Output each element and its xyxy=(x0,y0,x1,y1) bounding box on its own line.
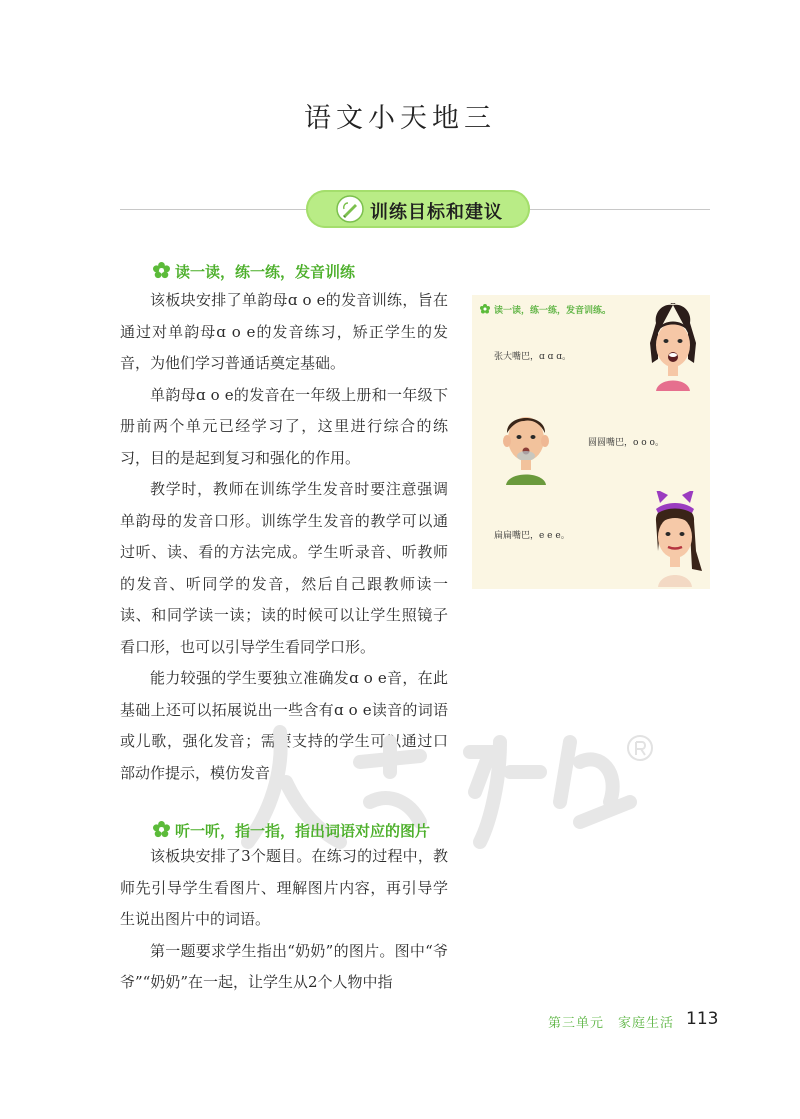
figure-heading xyxy=(480,303,611,316)
section-body-listening xyxy=(120,841,448,999)
section-banner xyxy=(306,190,530,228)
flower-bullet-icon xyxy=(153,821,170,838)
footer-chapter-label: 第三单元 家庭生活 xyxy=(548,1016,675,1031)
divider-left xyxy=(120,209,310,210)
girl-flat-mouth-illustration xyxy=(642,491,708,587)
paragraph: 单韵母ɑ o e的发音在一年级上册和一年级下册前两个单元已经学习了，这里进行综合的练习，目的是起到复习和强化的作用。 xyxy=(120,385,448,467)
section-heading-pronunciation xyxy=(155,261,355,282)
flower-bullet-icon xyxy=(480,304,490,314)
textbook-illustration xyxy=(472,295,710,589)
paragraph: 该板块安排了3个题目。在练习的过程中，教师先引导学生看图片、理解图片内容，再引导学生说出图片中的词语。 xyxy=(120,847,448,928)
section-heading-label: 听一听，指一指，指出词语对应的图片 xyxy=(175,822,431,840)
page-number: 113 xyxy=(686,1009,719,1029)
paragraph: 能力较强的学生要独立准确发ɑ o e音，在此基础上还可以拓展说出一些含有ɑ o e读音的词语或儿歌，强化发音；需要支持的学生可以通过口部动作提示，模仿发音。 xyxy=(120,669,448,782)
paragraph: 该板块安排了单韵母ɑ o e的发音训练，旨在通过对单韵母ɑ o e的发音练习，矫正学生的发音，为他们学习普通话奠定基础。 xyxy=(120,291,448,372)
section-heading-label: 读一读，练一练，发音训练 xyxy=(175,263,356,281)
paragraph: 第一题要求学生指出“奶奶”的图片。图中“爷爷”“奶奶”在一起，让学生从2个人物中指 xyxy=(120,941,448,991)
boy-round-mouth-illustration xyxy=(494,399,558,485)
section-heading-listening xyxy=(155,820,430,841)
banner-label: 训练目标和建议 xyxy=(370,202,503,223)
caption-open-mouth: 张大嘴巴，ɑ ɑ ɑ。 xyxy=(494,352,572,362)
girl-open-mouth-illustration xyxy=(642,303,704,393)
page-title: 语文小天地三 xyxy=(304,103,496,134)
paragraph: 教学时，教师在训练学生发音时要注意强调单韵母的发音口形。训练学生发音的教学可以通过听、读、看的方法完成。学生听录音、听教师的发音、听同学的发音，然后自己跟教师读一读、和同学读一读；读的时候可以让学生照镜子看口形，也可以引导学生看同学口形。 xyxy=(120,480,448,656)
figure-heading-label: 读一读，练一练，发音训练。 xyxy=(494,306,612,316)
caption-flat-mouth: 扁扁嘴巴，e e e。 xyxy=(494,531,570,541)
caption-round-mouth: 圆圆嘴巴，o o o。 xyxy=(588,438,664,448)
divider-right xyxy=(530,209,710,210)
pencil-leaf-icon xyxy=(336,195,364,223)
flower-bullet-icon xyxy=(153,262,170,279)
